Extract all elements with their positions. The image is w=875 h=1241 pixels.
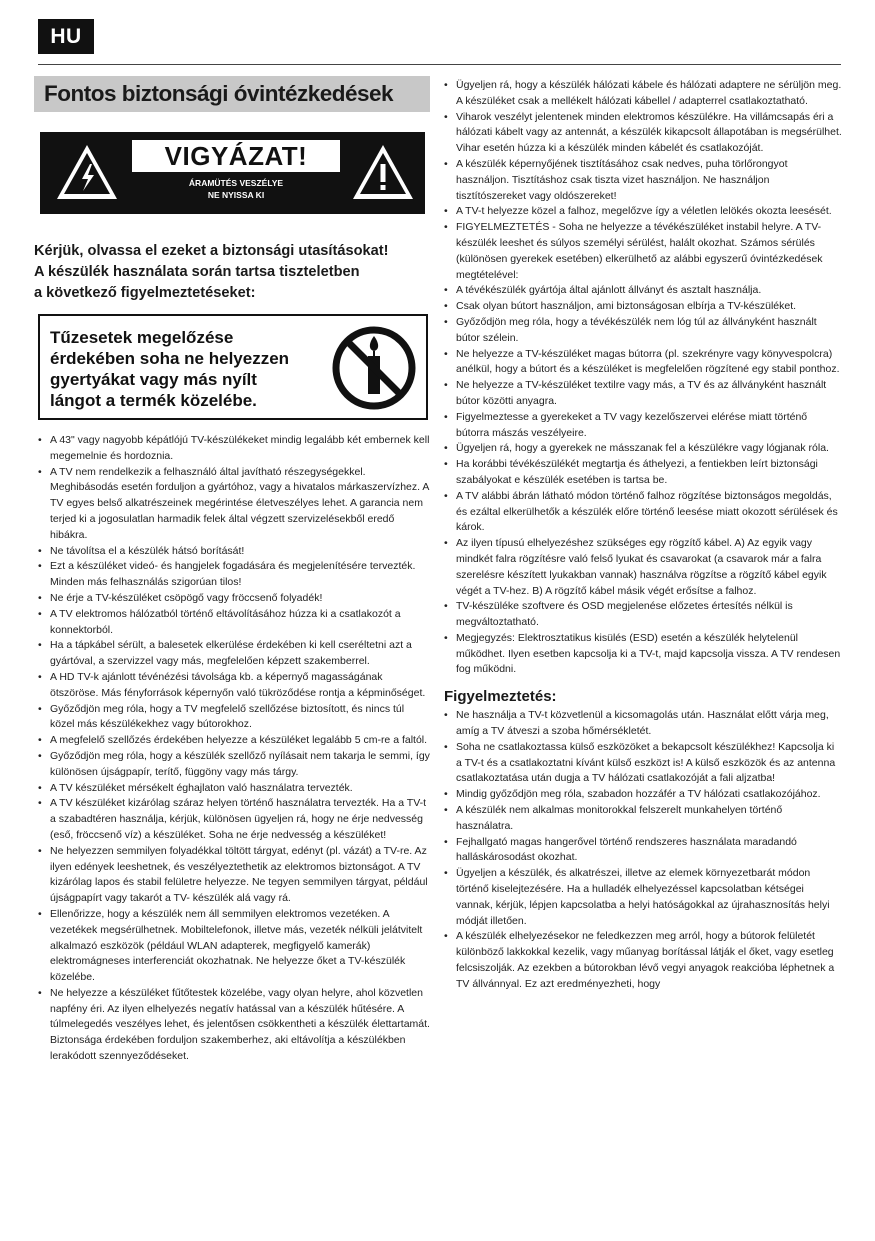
caution-line-1: ÁRAMÜTÉS VESZÉLYE <box>188 178 284 188</box>
list-item: • Soha ne csatlakoztassa külső eszközöket a bekapcsolt készülékhez! Kapcsolja ki a TV-t és a csatlakoztatni kívánt külső eszközt is! A külső eszközök és az antenna csatlakoztatása után dugja a TV hálózati csatlakozóját a fali aljzatba! <box>444 740 842 787</box>
header-rule <box>38 64 841 65</box>
list-item: • FIGYELMEZTETÉS - Soha ne helyezze a tévékészüléket instabil helyre. A TV-készülék leeshet és súlyos személyi sérülést, halált okozhat. Számos sérülés (különösen gyerekek esetében) elkerülhető az alábbi egyszerű óvintézkedések megtételével: <box>444 220 842 283</box>
fire-notice-line: Tűzesetek megelőzése <box>50 328 234 347</box>
list-item: • Ne érje a TV-készüléket csöpögő vagy fröccsenő folyadék! <box>38 591 430 607</box>
list-item: • Győződjön meg róla, hogy a készülék szellőző nyílásait nem takarja le semmi, így különösen újságpapír, terítő, függöny vagy más tárgy. <box>38 749 430 781</box>
list-item: • A TV alábbi ábrán látható módon történő falhoz rögzítése biztonságos megoldás, és ezáltal elkerülhetők a készülék előre történő leesése miatt okozott sérülések és károk. <box>444 489 842 536</box>
list-item: • A 43" vagy nagyobb képátlójú TV-készülékeket mindig legalább két embernek kell megemelnie és hordoznia. <box>38 433 430 465</box>
left-safety-list <box>34 433 430 1065</box>
list-item: • A TV-t helyezze közel a falhoz, megelőzve így a véletlen lelökés okozta leesését. <box>444 204 842 220</box>
list-item: • Fejhallgató magas hangerővel történő rendszeres használata maradandó halláskárosodást okozhat. <box>444 835 842 867</box>
caution-line-2: NE NYISSA KI <box>207 190 265 200</box>
list-item: • Megjegyzés: Elektrosztatikus kisülés (ESD) esetén a készülék helytelenül működhet. Ilyen esetben kapcsolja ki a TV-t, majd kapcsolja vissza. A TV rendesen fog működni. <box>444 631 842 678</box>
list-item: • A TV elektromos hálózatból történő eltávolításához húzza ki a csatlakozót a konnektorból. <box>38 607 430 639</box>
list-item: • Figyelmeztesse a gyerekeket a TV vagy kezelőszervei elérése miatt történő bútorra mászás veszélyeire. <box>444 410 842 442</box>
left-column <box>34 76 430 1065</box>
list-item: • A készülék elhelyezésekor ne feledkezzen meg arról, hogy a bútorok felületét különböző lakkokkal kezelik, vagy műanyag borítással látják el őket, vagy esetleg felcsiszolják. Az ezekben a bútorokban lévő vegyi anyagok reakcióba léphetnek a TV állvánnyal. Ez azt eredményezheti, hogy <box>444 929 842 992</box>
list-item: • Ha a tápkábel sérült, a balesetek elkerülése érdekében ki kell cseréltetni azt a gyártóval, a szervizzel vagy más, megfelelően képzett szakemberrel. <box>38 638 430 670</box>
intro-line-1: Kérjük, olvassa el ezeket a biztonsági utasításokat! <box>34 243 389 259</box>
caution-subtitle <box>132 177 340 201</box>
list-item: • A HD TV-k ajánlott tévénézési távolsága kb. a képernyő magasságának ötszöröse. Más fényforrások képernyőn való tükröződése rontja a képminőséget. <box>38 670 430 702</box>
right-safety-list <box>444 78 842 678</box>
fire-notice-line: érdekében soha ne helyezzen <box>50 349 290 368</box>
list-item: • Ügyeljen rá, hogy a készülék hálózati kábele és hálózati adaptere ne sérüljön meg. A készüléket csak a mellékelt hálózati kábellel / adapterrel csatlakoztatható. <box>444 78 842 110</box>
intro-line-3: a következő figyelmeztetéseket: <box>34 285 256 301</box>
list-item: • Ne helyezzen semmilyen folyadékkal töltött tárgyat, edényt (pl. vázát) a TV-re. Az ilyen edények leeshetnek, és veszélyeztethetik az elektromos biztonságot. A TV kizárólag lapos és stabil felületre helyezze. Ne tegyen semmilyen tárgyat, például újságpapírt vagy takarót a TV- készülék alá vagy rá. <box>38 844 430 907</box>
list-item: • Ügyeljen rá, hogy a gyerekek ne másszanak fel a készülékre vagy lógjanak róla. <box>444 441 842 457</box>
list-item: • Ügyeljen a készülék, és alkatrészei, illetve az elemek környezetbarát módon történő kiselejtezésére. Ha a hulladék elhelyezéssel kapcsolatban kétségei vannak, kérjük, lépjen kapcsolatba a helyi hatóságokkal az újrahasznosítás helyi módját illetően. <box>444 866 842 929</box>
list-item: • Ne használja a TV-t közvetlenül a kicsomagolás után. Használat előtt várja meg, amíg a TV átveszi a szoba hőmérsékletét. <box>444 708 842 740</box>
list-item: • Győződjön meg róla, hogy a TV megfelelő szellőzése biztosított, és nincs túl közel más készülékekhez vagy bútorokhoz. <box>38 702 430 734</box>
caution-text-block <box>132 140 340 201</box>
fire-safety-notice <box>38 314 428 420</box>
intro-line-2: A készülék használata során tartsa tiszteletben <box>34 264 360 280</box>
list-item: • Ne helyezze a TV-készüléket magas bútorra (pl. szekrényre vagy könyvespolcra) anélkül, hogy a bútort és a készüléket is megfelelően rögzítené egy stabil ponthoz. <box>444 347 842 379</box>
list-item: • A készülék képernyőjének tisztításához csak nedves, puha törlőrongyot használjon. Tisztításhoz csak tiszta vizet használjon. Ne használjon tisztítószereket vagy oldószereket! <box>444 157 842 204</box>
electric-shock-warning-icon <box>54 142 120 202</box>
fire-notice-line: lángot a termék közelébe. <box>50 391 257 410</box>
fire-notice-text <box>50 327 320 411</box>
warnings-list <box>444 708 842 992</box>
caution-title: VIGYÁZAT! <box>132 140 340 172</box>
list-item: • A TV készüléket kizárólag száraz helyen történő használatra tervezték. Ha a TV-t a szabadtéren használja, kérjük, különösen ügyeljen rá, hogy ne érje nedvesség (eső, fröccsenő víz) a készüléket. Soha ne érje nedvesség a készüléket! <box>38 796 430 843</box>
intro-text <box>34 241 430 304</box>
language-tag: HU <box>38 19 94 54</box>
list-item: • Ha korábbi tévékészülékét megtartja és áthelyezi, a fentiekben leírt biztonsági szabályokat e készülék esetében is tartsa be. <box>444 457 842 489</box>
list-item: • Győződjön meg róla, hogy a tévékészülék nem lóg túl az állványként használt bútor szélein. <box>444 315 842 347</box>
list-item: • Az ilyen típusú elhelyezéshez szükséges egy rögzítő kábel. A) Az egyik vagy mindkét falra rögzítésre való felső lyukat és csavarokat (a csavarok már a falra szerelésre készített lyukakban vannak) használva rögzítse a rögzítő kábel egyik végét a TV-hez. B) A rögzítő kábel másik végét erősítse a falhoz. <box>444 536 842 599</box>
list-item: • Csak olyan bútort használjon, ami biztonságosan elbírja a TV-készüléket. <box>444 299 842 315</box>
right-column <box>444 78 842 993</box>
list-item: • Ne távolítsa el a készülék hátsó borítását! <box>38 544 430 560</box>
exclamation-warning-icon <box>350 142 416 202</box>
no-candle-icon <box>330 324 418 412</box>
list-item: • Mindig győződjön meg róla, szabadon hozzáfér a TV hálózati csatlakozójához. <box>444 787 842 803</box>
list-item: • Viharok veszélyt jelentenek minden elektromos készülékre. Ha villámcsapás éri a hálózati kábelt vagy az antennát, a készülék kikapcsolt állapotában is megsérülhet. Vihar esetén húzza ki a készülék minden kábelét és csatlakozóját. <box>444 110 842 157</box>
list-item: • Ne helyezze a TV-készüléket textilre vagy más, a TV és az állványként használt bútor közötti anyagra. <box>444 378 842 410</box>
list-item: • A TV készüléket mérsékelt éghajlaton való használatra tervezték. <box>38 781 430 797</box>
list-item: • Ellenőrizze, hogy a készülék nem áll semmilyen elektromos vezetéken. A vezetékek megsérülhetnek. Mobiltelefonok, illetve más, vezeték nélküli jelátvitelt alkalmazó eszközök (például WLAN adapterek, megfigyelő kamerák) elektromágneses interferenciát okozhatnak. Ne helyezze őket a TV-készülék közelébe. <box>38 907 430 986</box>
fire-notice-line: gyertyákat vagy más nyílt <box>50 370 257 389</box>
list-item: • A készülék nem alkalmas monitorokkal felszerelt munkahelyen történő használatra. <box>444 803 842 835</box>
list-item: • Ne helyezze a készüléket fűtőtestek közelébe, vagy olyan helyre, ahol közvetlen napfény éri. Az ilyen elhelyezés negatív hatással van a készülék hűtésére. A túlmelegedés veszélyes lehet, és jelentősen csökkentheti a készülék élettartamát. Biztonsága érdekében forduljon szakemberhez, aki eltávolítja a készülékben lerakódott szennyeződéseket. <box>38 986 430 1065</box>
list-item: • A TV nem rendelkezik a felhasználó által javítható részegységekkel. Meghibásodás esetén forduljon a gyártóhoz, vagy a hivatalos márkaszervízhez. A TV egyes belső alkatrészeinek megérintése életveszélyes lehet. A garancia nem terjed ki a jogosulatlan harmadik felek által végzett szervizelésekből eredő hibákra. <box>38 465 430 544</box>
list-item: • Ezt a készüléket videó- és hangjelek fogadására és megjelenítésére tervezték. Minden más felhasználás szigorúan tilos! <box>38 559 430 591</box>
section-title: Fontos biztonsági óvintézkedések <box>34 76 430 112</box>
list-item: • A megfelelő szellőzés érdekében helyezze a készüléket legalább 5 cm-re a faltól. <box>38 733 430 749</box>
list-item: • A tévékészülék gyártója által ajánlott állványt és asztalt használja. <box>444 283 842 299</box>
list-item: • TV-készüléke szoftvere és OSD megjelenése előzetes értesítés nélkül is megváltoztatható. <box>444 599 842 631</box>
warnings-heading: Figyelmeztetés: <box>444 688 557 706</box>
caution-banner <box>40 132 425 214</box>
